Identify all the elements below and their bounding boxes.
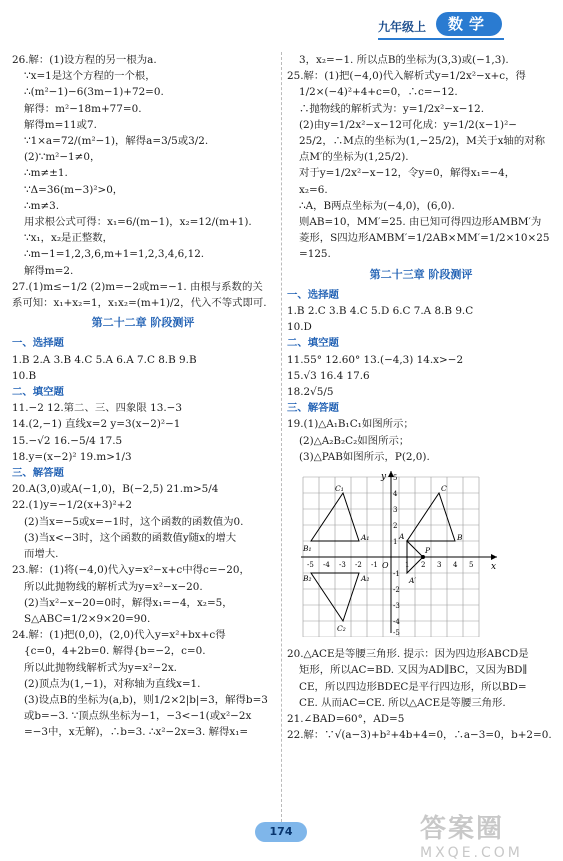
- point-label: B₁: [303, 544, 312, 554]
- watermark-url: MXQE.COM: [420, 845, 523, 861]
- page-header: [0, 0, 563, 44]
- x-tick-label: 5: [469, 561, 474, 570]
- point-p-marker: [421, 555, 425, 559]
- answer-line: 对于y=1/2x²−x−12，令y=0，解得x₁=−4，: [299, 167, 516, 180]
- mc-answers: 10.D: [287, 321, 312, 334]
- answer-line: 24.解：(1)把(0,0)，(2,0)代入y=x²+bx+c得: [12, 629, 226, 642]
- answer-line: (2)当x²−x−20=0时，解得x₁=−4，x₂=5，: [24, 596, 233, 609]
- point-label: A₁: [361, 533, 370, 543]
- section-heading: 一、选择题: [287, 288, 339, 301]
- mc-answers: 1.B 2.A 3.B 4.C 5.A 6.A 7.C 8.B 9.B: [12, 353, 197, 366]
- answer-line: 3，x₂=−1. 所以点B的坐标为(3,3)或(−1,3).: [299, 54, 509, 66]
- point-label: C₁: [335, 484, 344, 494]
- point-label: P: [425, 546, 431, 556]
- answer-line: (2)顶点为(1,−1)，对称轴为直线x=1.: [24, 677, 201, 690]
- left-column: [12, 52, 274, 741]
- chapter-title: 第二十二章 阶段测评: [91, 316, 195, 330]
- x-axis-label: x: [491, 562, 497, 573]
- x-tick-label: -4: [323, 561, 330, 570]
- point-label: A: [399, 532, 405, 542]
- answer-line: 而增大.: [24, 548, 59, 561]
- subject-badge: 数学: [436, 12, 502, 36]
- answer-line: 27.(1)m≤−1/2 (2)m=−2或m=−1. 由根与系数的关: [12, 280, 263, 293]
- fill-answers: 14.(2,−1) 直线x=2 y=3(x−2)²−1: [12, 418, 181, 431]
- answer-line: 点M′的坐标为(1,25/2).: [299, 151, 409, 164]
- answer-line: 25/2，∴M点的坐标为(1,−25/2)，M关于x轴的对称: [299, 135, 545, 148]
- answer-line: 菱形，S四边形AMBM′=1/2AB×MM′=1/2×10×25: [299, 232, 550, 245]
- y-tick-label: -3: [393, 602, 400, 611]
- answer-line: 23.解：(1)将(−4,0)代入y=x²−x+c中得c=−20，: [12, 564, 250, 577]
- answer-line: 20.A(3,0)或A(−1,0)，B(−2,5) 21.m>5/4: [12, 483, 219, 496]
- answer-line: ∴抛物线的解析式为：y=1/2x²−x−12.: [299, 102, 485, 115]
- y-tick-label: -5: [393, 629, 400, 638]
- point-label: B: [457, 533, 463, 543]
- answer-line: 解得m=11或7.: [24, 118, 97, 131]
- fill-answers: 15.−√2 16.−5/4 17.5: [12, 434, 123, 447]
- answer-line: ∵1×a=72/(m²−1)，解得a=3/5或3/2.: [24, 135, 209, 148]
- answer-line: ∴(m²−1)−6(3m−1)+72=0.: [24, 86, 164, 99]
- point-label: A₂: [361, 574, 370, 584]
- answer-line: (2)∵m²−1≠0，: [24, 151, 101, 164]
- y-tick-label: -2: [393, 586, 400, 595]
- y-tick-label: -1: [393, 570, 400, 579]
- answer-line: 所以此抛物线的解析式为y=x²−x−20.: [24, 580, 203, 593]
- answer-line: 解得m=2.: [24, 264, 74, 277]
- fill-answers: 11.55° 12.60° 13.(−4,3) 14.x>−2: [287, 353, 464, 366]
- answer-line: 解得：m²−18m+77=0.: [24, 102, 142, 115]
- x-tick-label: 1: [405, 561, 410, 570]
- x-tick-label: 4: [453, 561, 458, 570]
- chapter-title: 第二十三章 阶段测评: [369, 267, 473, 281]
- y-axis-label: y: [381, 472, 387, 483]
- answer-line: ∵x=1是这个方程的一个根，: [24, 70, 156, 83]
- mc-answers: 1.B 2.C 3.B 4.C 5.D 6.C 7.A 8.B 9.C: [287, 305, 474, 318]
- x-tick-label: -1: [371, 561, 378, 570]
- answer-line: 所以此抛物线解析式为y=x²−2x.: [24, 661, 177, 674]
- header-rule: [378, 38, 504, 40]
- page-number: 174: [255, 822, 307, 842]
- answer-line: 或b=−3. ∵顶点纵坐标为−1，−3<−1(或x²−2x: [24, 710, 252, 723]
- point-label: B₂: [303, 574, 312, 584]
- answer-line: (2)由y=1/2x²−x−12可化成：y=1/2(x−1)²−: [299, 118, 517, 131]
- mc-answers: 10.B: [12, 369, 37, 382]
- fill-answers: 15.√3 16.4 17.6: [287, 369, 370, 382]
- grade-label: 九年级上: [378, 20, 427, 34]
- x-tick-label: 2: [421, 561, 426, 570]
- answer-line: 用求根公式可得：x₁=6/(m−1)，x₂=12/(m+1).: [24, 216, 252, 229]
- answer-line: 矩形，所以AC=BD. 又因为AD∥BC，又因为BD∥: [299, 664, 528, 677]
- coordinate-grid-svg: [301, 469, 501, 637]
- answer-line: ∴m≠±1.: [24, 167, 68, 180]
- section-heading: 二、填空题: [287, 337, 339, 350]
- point-label: C: [441, 484, 447, 494]
- answer-line: 1/2×(−4)²+4+c=0，∴c=−12.: [299, 86, 458, 99]
- y-tick-label: 5: [393, 474, 398, 483]
- answer-line: 22.(1)y=−1/2(x+3)²+2: [12, 499, 133, 512]
- y-tick-label: 2: [393, 522, 398, 531]
- answer-line: (3)当x<−3时，这个函数的函数值y随x的增大: [24, 531, 237, 544]
- point-label: A′: [409, 576, 417, 586]
- answer-line: ∴A，B两点坐标为(−4,0)，(6,0).: [299, 199, 455, 212]
- point-label: C₂: [337, 624, 346, 634]
- answer-line: (3)△PAB如图所示，P(2,0).: [299, 450, 430, 463]
- answer-line: 20.△ACE是等腰三角形. 提示：因为四边形ABCD是: [287, 648, 529, 661]
- x-tick-label: -2: [355, 561, 362, 570]
- x-tick-label: -5: [307, 561, 314, 570]
- answer-line: ∵x₁，x₂是正整数，: [24, 232, 114, 245]
- answer-line: {c=0，4+2b=0. 解得{b=−2，c=0.: [24, 645, 206, 658]
- coordinate-figure: [301, 469, 555, 642]
- fill-answers: 18.2√5/5: [287, 386, 334, 399]
- column-divider: [281, 52, 282, 822]
- y-tick-label: 3: [393, 506, 398, 515]
- answer-line: =−3中，x无解)，∴b=3. ∴x²−2x=3. 解得x₁=: [24, 726, 249, 739]
- answer-line: x₂=6.: [299, 183, 328, 196]
- answer-line: S△ABC=1/2×9×20=90.: [24, 612, 151, 625]
- x-axis-arrow-icon: [491, 554, 497, 560]
- answer-line: 26.解：(1)设方程的另一根为a.: [12, 54, 157, 66]
- answer-line: 25.解：(1)把(−4,0)代入解析式y=1/2x²−x+c，得: [287, 70, 526, 83]
- section-heading: 三、解答题: [12, 467, 64, 480]
- x-tick-label: 3: [437, 561, 442, 570]
- answer-line: CE. 从而AC=CE. 所以△ACE是等腰三角形.: [299, 696, 506, 709]
- section-heading: 二、填空题: [12, 386, 64, 399]
- answer-line: (2)当x=−5或x=−1时，这个函数的函数值为0.: [24, 515, 244, 528]
- answer-line: =125.: [299, 248, 331, 261]
- answer-line: (2)△A₂B₂C₂如图所示；: [299, 434, 410, 447]
- x-tick-label: -3: [339, 561, 346, 570]
- origin-label: O: [382, 561, 389, 571]
- section-heading: 三、解答题: [287, 402, 339, 415]
- y-tick-label: 1: [393, 538, 398, 547]
- fill-answers: 11.−2 12.第二、三、四象限 13.−3: [12, 402, 182, 415]
- answer-line: 22.解：∵√(a−3)+b²+4b+4=0，∴a−3=0，b+2=0.: [287, 729, 552, 742]
- answer-line: 系可知：x₁+x₂=1，x₁x₂=(m+1)/2，代入不等式即可.: [12, 297, 267, 310]
- section-heading: 一、选择题: [12, 337, 64, 350]
- answer-line: ∴m≠3.: [24, 199, 60, 212]
- answer-line: 19.(1)△A₁B₁C₁如图所示；: [287, 418, 414, 431]
- answer-line: 21.∠BAD=60°，AD=5: [287, 713, 405, 726]
- answer-line: (3)设点B的坐标为(a,b)，则1/2×2|b|=3，解得b=3: [24, 693, 268, 706]
- y-tick-label: 4: [393, 490, 398, 499]
- watermark-logo-text: 答案圈: [420, 814, 505, 844]
- watermark-logo: [420, 808, 523, 861]
- answer-line: ∴m−1=1,2,3,6,m+1=1,2,3,4,6,12.: [24, 248, 205, 261]
- right-column: [287, 52, 555, 744]
- answer-line: ∵Δ=36(m−3)²>0，: [24, 183, 124, 196]
- y-tick-label: -4: [393, 618, 400, 627]
- answer-line: CE，所以四边形BDEC是平行四边形，所以BD=: [299, 680, 527, 693]
- answer-line: 则AB=10，MM′=25. 由已知可得四边形AMBM′为: [299, 216, 542, 229]
- fill-answers: 18.y=(x−2)² 19.m>1/3: [12, 450, 132, 463]
